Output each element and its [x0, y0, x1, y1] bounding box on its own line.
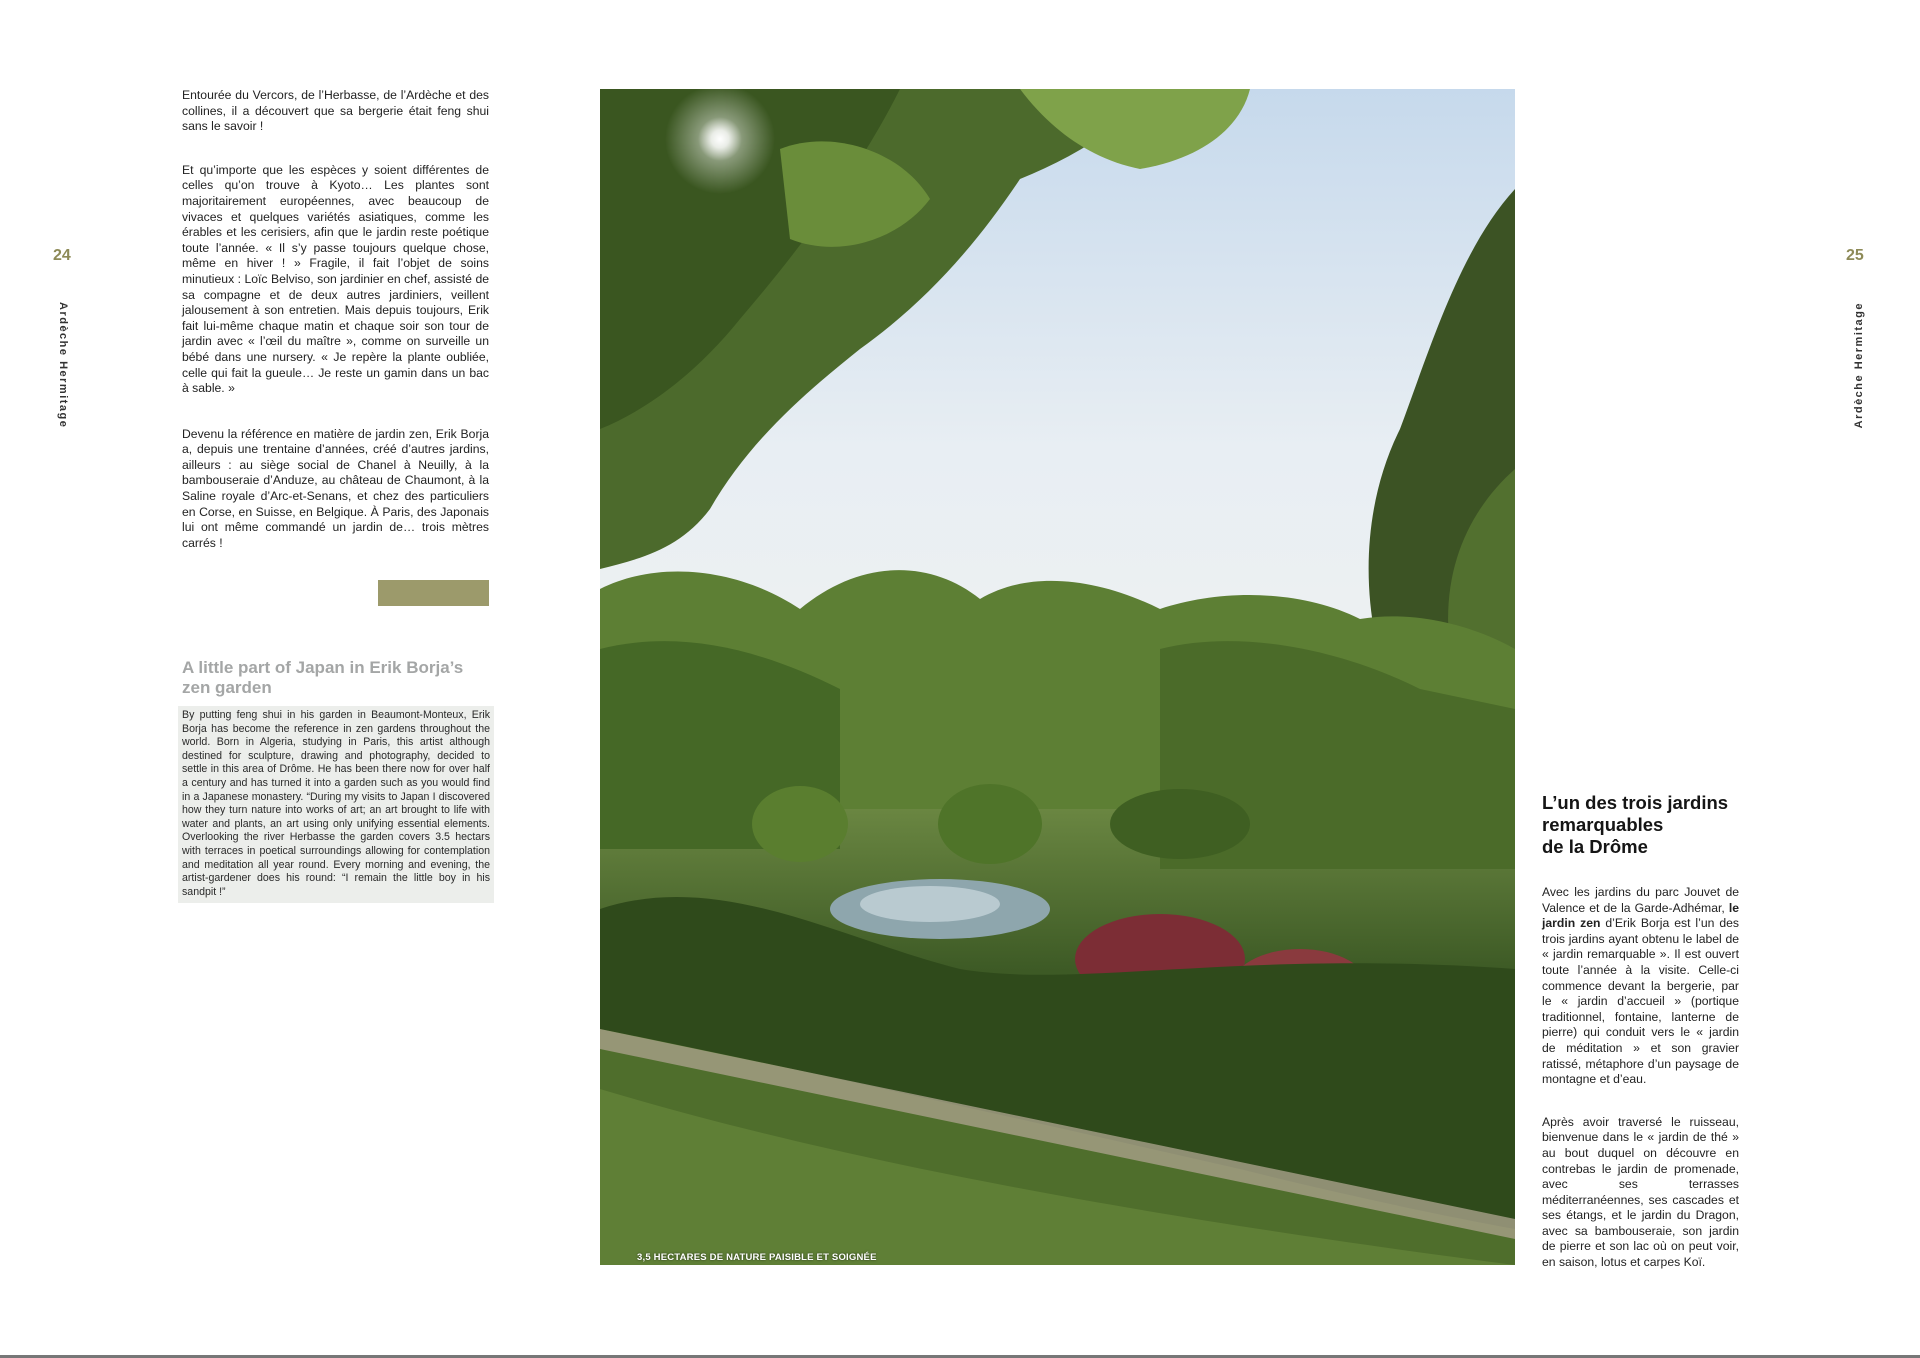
title-line-1: L’un des trois jardins — [1542, 792, 1729, 813]
title-line-2: remarquables — [1542, 814, 1664, 835]
running-title-left: Ardèche Hermitage — [57, 302, 69, 429]
english-summary-text: By putting feng shui in his garden in Beaumont-Monteux, Erik Borja has become the reference in zen gardens throughout the world. Born in Algeria, studying in Paris, this artist although destined for sculpture, drawing and photography, decided to settle in this area of Drôme. He has been there now for over half a century and has turned it into a garden such as you would find in a Japanese monastery. “During my visits to Japan I discovered how they turn nature into works of art; an art brought to life with water and plants, an art using only unifying essential elements. Overlooking the river Herbasse the garden covers 3.5 hectars with terraces in poetical surroundings allowing for contemplation and meditation all year round. Every morning and evening, the artist-gardener does his round: “I remain the little boy in his sandpit !” — [182, 709, 490, 898]
right-paragraph-1-bold: le jardin zen — [1542, 900, 1739, 931]
right-paragraph-1 — [1542, 885, 1739, 1088]
english-summary — [182, 658, 494, 903]
title-line-3: de la Drôme — [1542, 836, 1648, 857]
english-summary-box — [178, 706, 494, 903]
photo-caption: 3,5 HECTARES DE NATURE PAISIBLE ET SOIGNÉE — [637, 1252, 877, 1263]
garden-illustration — [600, 89, 1515, 1265]
english-summary-title: A little part of Japan in Erik Borja’s zen garden — [182, 658, 464, 697]
right-paragraph-1-end: d’Erik Borja est l’un des trois jardins ayant obtenu le label de « jardin remarquable ». Il est ouvert toute l’année à la visite. Celle-ci commence devant la bergerie, par le « jardin d’accueil » (portique traditionnel, fontaine, lanterne de pierre) qui conduit vers le « jardin de méditation » et son gravier ratissé, métaphore d’un paysage de montagne et d’eau. — [1542, 916, 1739, 1087]
right-paragraph-2: Après avoir traversé le ruisseau, bienvenue dans le « jardin de thé » au bout duquel on découvre en contrebas le jardin de promenade, avec ses terrasses méditerranéennes, ses cascades et ses étangs, et le jardin du Dragon, avec sa bambouseraie, son jardin de pierre et son lac où on peut voir, en saison, lotus et carpes Koï. — [1542, 1114, 1739, 1270]
running-title-right: Ardèche Hermitage — [1853, 302, 1865, 429]
left-paragraph-1: Entourée du Vercors, de l’Herbasse, de l’Ardèche et des collines, il a découvert que sa bergerie était feng shui sans le savoir ! — [182, 88, 489, 134]
page-number-left: 24 — [53, 247, 71, 264]
decorative-olive-bar — [378, 580, 489, 606]
left-text-column — [182, 88, 489, 551]
page-number-right: 25 — [1846, 247, 1864, 264]
right-section-title — [1542, 792, 1739, 858]
garden-photo — [600, 89, 1515, 1265]
right-text-column — [1542, 792, 1739, 1271]
right-paragraph-1-start: Avec les jardins du parc Jouvet de Valence et de la Garde-Adhémar, — [1542, 885, 1739, 915]
left-paragraph-3: Devenu la référence en matière de jardin zen, Erik Borja a, depuis une trentaine d’années, créé d’autres jardins, ailleurs : au siège social de Chanel à Neuilly, à la bambouseraie d’Anduze, au château de Chaumont, à la Saline royale d’Arc-et-Senans, et chez des particuliers en Corse, en Suisse, en Belgique. À Paris, des Japonais lui ont même commandé un jardin de… trois mètres carrés ! — [182, 426, 489, 550]
left-paragraph-2: Et qu’importe que les espèces y soient différentes de celles qu’on trouve à Kyoto… Les plantes sont majoritairement européennes, avec beaucoup de vivaces et quelques variétés asiatiques, comme les érables et les cerisiers, afin que le jardin reste poétique toute l’année. « Il s’y passe toujours quelque chose, même en hiver ! » Fragile, il fait l’objet de soins minutieux : Loïc Belviso, son jardinier en chef, assisté de sa compagne et de deux autres jardiniers, veillent jalousement à son entretien. Mais depuis toujours, Erik fait lui-même chaque matin et chaque soir son tour de jardin avec « l’œil du maître », comme on surveille un bébé dans une nursery. « Je repère la plante oubliée, celle qui fait la gueule… Je reste un gamin dans un bac à sable. » — [182, 162, 489, 396]
